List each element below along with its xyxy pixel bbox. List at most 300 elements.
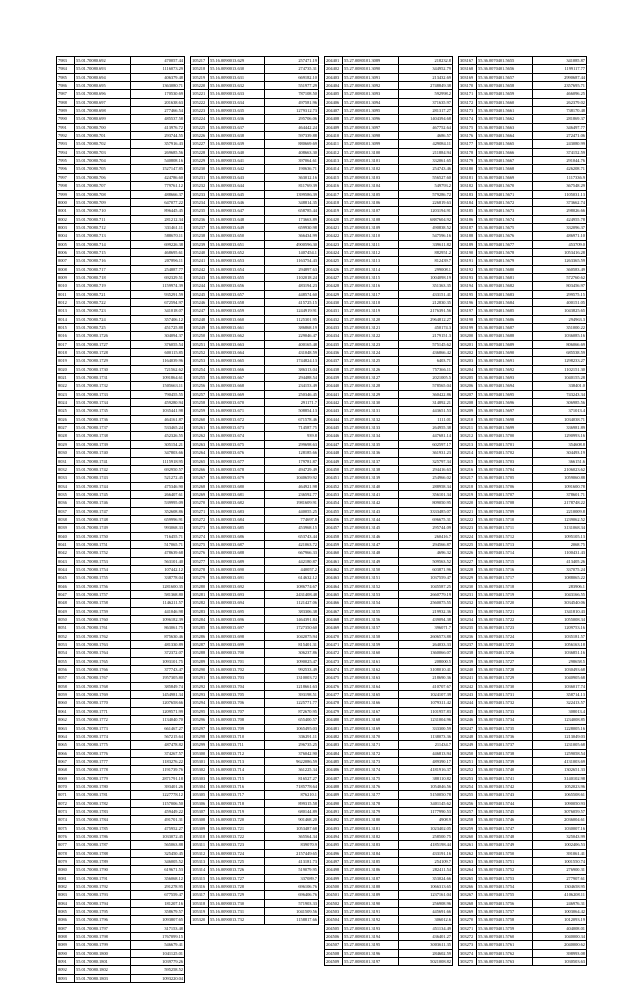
reference-cell: 55.36.0070401.5680: [477, 265, 533, 273]
reference-cell: 55.27.0080101.3118: [343, 298, 399, 306]
reference-cell: 55.36.0070401.5738: [477, 749, 533, 757]
row-number-cell: 8044: [57, 565, 75, 573]
reference-cell: 55.27.0080101.3171: [343, 741, 399, 749]
amount-cell: 519079.95: [265, 866, 319, 874]
reference-cell: 55.27.0080101.3148: [343, 549, 399, 557]
reference-cell: 55.36.0070401.5753: [477, 874, 533, 882]
amount-cell: 291171.7: [265, 399, 319, 407]
table-row: [459, 198, 587, 206]
table-row: [325, 482, 453, 490]
row-number-cell: 105298: [191, 732, 209, 740]
table-row: [459, 858, 587, 866]
amount-cell: 291278.95: [131, 883, 185, 891]
amount-cell: 346497.77: [533, 123, 587, 131]
row-number-cell: 303220: [459, 499, 477, 507]
amount-cell: 1102151.30: [533, 365, 587, 373]
row-number-cell: 8039: [57, 524, 75, 532]
table-row: [325, 415, 453, 423]
reference-cell: 55.16.0090013.641: [209, 157, 265, 165]
reference-cell: 55.36.0070401.5709: [477, 507, 533, 515]
amount-cell: 567215.64: [131, 732, 185, 740]
amount-cell: 367548.29: [533, 182, 587, 190]
table-row: [57, 632, 185, 640]
table-row: [325, 57, 453, 65]
reference-cell: 55.01.70080.1765: [75, 657, 131, 665]
reference-cell: 55.01.70080.699: [75, 115, 131, 123]
table-row: [57, 382, 185, 390]
reference-cell: 55.36.0070401.5703: [477, 457, 533, 465]
amount-cell: 443651.53: [399, 407, 453, 415]
row-number-cell: 204419: [325, 207, 343, 215]
row-number-cell: 105266: [191, 465, 209, 473]
row-number-cell: 303186: [459, 215, 477, 223]
reference-cell: 55.16.0090013.700: [209, 649, 265, 657]
row-number-cell: 105307: [191, 807, 209, 815]
table-row: [325, 190, 453, 198]
amount-cell: 448574.60: [265, 290, 319, 298]
table-row: [325, 90, 453, 98]
row-number-cell: 303227: [459, 557, 477, 565]
reference-cell: 55.01.70080.1796: [75, 916, 131, 924]
amount-cell: 714587.75: [265, 424, 319, 432]
row-number-cell: 105283: [191, 607, 209, 615]
row-number-cell: 8065: [57, 741, 75, 749]
amount-cell: 451134.49: [399, 924, 453, 932]
reference-cell: 55.01.70080.1783: [75, 807, 131, 815]
reference-cell: 55.16.0090013.638: [209, 132, 265, 140]
row-number-cell: 105319: [191, 908, 209, 916]
reference-cell: 55.16.0090013.671: [209, 407, 265, 415]
row-number-cell: 8069: [57, 774, 75, 782]
reference-cell: 55.27.0080101.3175: [343, 774, 399, 782]
amount-cell: 517065.71: [131, 540, 185, 548]
reference-cell: 55.27.0080101.3117: [343, 290, 399, 298]
row-number-cell: 8045: [57, 574, 75, 582]
table-row: [57, 223, 185, 231]
table-row: [57, 666, 185, 674]
amount-cell: 563101.40: [131, 557, 185, 565]
table-row: [325, 107, 453, 115]
amount-cell: 815401.31: [265, 641, 319, 649]
reference-cell: 55.27.0080101.3186: [343, 866, 399, 874]
row-number-cell: 303184: [459, 198, 477, 206]
amount-cell: 595258.52: [131, 966, 185, 974]
row-number-cell: 105270: [191, 499, 209, 507]
reference-cell: 55.36.0070401.5687: [477, 324, 533, 332]
table-row: [459, 883, 587, 891]
table-row: [57, 749, 185, 757]
table-row: [459, 791, 587, 799]
table-row: [459, 265, 587, 273]
table-row: [459, 107, 587, 115]
amount-cell: 672594.97: [131, 298, 185, 306]
amount-cell: 339611.82: [399, 240, 453, 248]
amount-cell: 272471.06: [533, 132, 587, 140]
table-row: [57, 591, 185, 599]
table-row: [459, 749, 587, 757]
row-number-cell: 8011: [57, 290, 75, 298]
table-row: [325, 265, 453, 273]
reference-cell: 55.01.70080.704: [75, 157, 131, 165]
reference-cell: 55.16.0090013.676: [209, 449, 265, 457]
amount-cell: 896445.45: [131, 207, 185, 215]
table-row: [57, 424, 185, 432]
amount-cell: 211434.7: [399, 741, 453, 749]
table-row: [57, 832, 185, 840]
row-number-cell: 8025: [57, 407, 75, 415]
amount-cell: 1043825.65: [533, 307, 587, 315]
reference-cell: 55.16.0090013.702: [209, 666, 265, 674]
table-row: [459, 415, 587, 423]
amount-cell: 304094.37: [131, 332, 185, 340]
amount-cell: 677559.47: [131, 891, 185, 899]
row-number-cell: 105275: [191, 540, 209, 548]
table-row: [191, 315, 319, 323]
amount-cell: 556527.60: [399, 173, 453, 181]
amount-cell: 1041125.01: [131, 949, 185, 957]
row-number-cell: 8070: [57, 782, 75, 790]
table-row: [191, 432, 319, 440]
reference-cell: 55.16.0090013.717: [209, 791, 265, 799]
table-row: [459, 666, 587, 674]
amount-cell: 337075.24: [533, 565, 587, 573]
table-row: [459, 874, 587, 882]
table-row: [459, 457, 587, 465]
table-row: [57, 198, 185, 206]
amount-cell: 3003611.35: [399, 941, 453, 949]
amount-cell: 863061.75: [131, 624, 185, 632]
amount-cell: 603871.96: [399, 565, 453, 573]
row-number-cell: 204437: [325, 357, 343, 365]
reference-cell: 55.01.70080.723: [75, 307, 131, 315]
row-number-cell: 303263: [459, 858, 477, 866]
row-number-cell: 105238: [191, 232, 209, 240]
row-number-cell: 8030: [57, 449, 75, 457]
reference-cell: 55.01.70080.1790: [75, 866, 131, 874]
table-row: [459, 307, 587, 315]
amount-cell: 1004098.19: [399, 273, 453, 281]
row-number-cell: 204453: [325, 490, 343, 498]
amount-cell: 490838.52: [399, 223, 453, 231]
table-row: [459, 515, 587, 523]
reference-cell: 55.27.0080101.3146: [343, 532, 399, 540]
row-number-cell: 204424: [325, 248, 343, 256]
amount-cell: 396071.7: [399, 624, 453, 632]
table-row: [191, 82, 319, 90]
table-row: [57, 716, 185, 724]
table-row: [459, 607, 587, 615]
row-number-cell: 303275: [459, 958, 477, 966]
row-number-cell: 204404: [325, 82, 343, 90]
row-number-cell: 303250: [459, 749, 477, 757]
reference-cell: 55.27.0080101.3097: [343, 123, 399, 131]
row-number-cell: 303209: [459, 407, 477, 415]
table-row: [325, 858, 453, 866]
amount-cell: 1146211.57: [131, 599, 185, 607]
row-number-cell: 105288: [191, 649, 209, 657]
table-row: [459, 524, 587, 532]
amount-cell: 299008.1: [399, 265, 453, 273]
reference-cell: 55.01.70080.1772: [75, 716, 131, 724]
reference-cell: 55.27.0080101.3169: [343, 724, 399, 732]
amount-cell: 360583.49: [533, 265, 587, 273]
amount-cell: 1056163.18: [533, 641, 587, 649]
table-row: [325, 807, 453, 815]
amount-cell: 246976.31: [533, 899, 587, 907]
amount-cell: 366434.99: [265, 232, 319, 240]
table-row: [191, 449, 319, 457]
table-row: [191, 399, 319, 407]
table-row: [325, 240, 453, 248]
table-row: [57, 449, 185, 457]
amount-cell: 341085.87: [533, 57, 587, 65]
reference-cell: 55.27.0080101.3163: [343, 674, 399, 682]
amount-cell: 1096182.39: [131, 616, 185, 624]
table-row: [191, 757, 319, 765]
amount-cell: 341018.07: [131, 307, 185, 315]
table-row: [191, 832, 319, 840]
reference-cell: 55.27.0080101.3184: [343, 849, 399, 857]
table-row: [57, 791, 185, 799]
table-row: [191, 332, 319, 340]
table-row: [325, 399, 453, 407]
amount-cell: 578565.04: [399, 382, 453, 390]
reference-cell: 55.36.0070401.5754: [477, 883, 533, 891]
amount-cell: 685538.59: [533, 349, 587, 357]
reference-cell: 55.01.70080.1799: [75, 941, 131, 949]
row-number-cell: 105315: [191, 874, 209, 882]
table-row: [459, 482, 587, 490]
table-row: [325, 841, 453, 849]
amount-cell: 433191.16: [399, 849, 453, 857]
amount-cell: 1116073.29: [131, 65, 185, 73]
amount-cell: 488666.37: [131, 190, 185, 198]
amount-cell: 1158817.66: [265, 916, 319, 924]
row-number-cell: 105304: [191, 782, 209, 790]
amount-cell: 377743.47: [131, 666, 185, 674]
reference-cell: 55.36.0070401.5749: [477, 841, 533, 849]
row-number-cell: 7988: [57, 98, 75, 106]
reference-cell: 55.01.70080.1791: [75, 874, 131, 882]
amount-cell: 738170.48: [533, 107, 587, 115]
amount-cell: 1036085.16: [533, 332, 587, 340]
row-number-cell: 105314: [191, 866, 209, 874]
row-number-cell: 303245: [459, 707, 477, 715]
reference-cell: 55.01.70080.1764: [75, 649, 131, 657]
reference-cell: 55.36.0070401.5674: [477, 215, 533, 223]
row-number-cell: 105291: [191, 674, 209, 682]
row-number-cell: 204467: [325, 607, 343, 615]
reference-cell: 55.01.70080.1726: [75, 332, 131, 340]
row-number-cell: 8077: [57, 841, 75, 849]
amount-cell: 1231005.68: [533, 741, 587, 749]
table-row: [57, 357, 185, 365]
table-row: [325, 866, 453, 874]
amount-cell: 397064.61: [265, 157, 319, 165]
reference-cell: 55.01.70080.724: [75, 315, 131, 323]
table-block-3: [324, 56, 452, 965]
row-number-cell: 105284: [191, 616, 209, 624]
row-number-cell: 8072: [57, 799, 75, 807]
amount-cell: 1341810.43: [533, 607, 587, 615]
amount-cell: 393198.51: [265, 691, 319, 699]
amount-cell: 429084.11: [399, 140, 453, 148]
amount-cell: 1234008.85: [533, 716, 587, 724]
amount-cell: 447681.14: [399, 432, 453, 440]
amount-cell: 459280.94: [131, 399, 185, 407]
amount-cell: 464161.87: [131, 415, 185, 423]
amount-cell: 373662.74: [533, 198, 587, 206]
table-row: [459, 924, 587, 932]
row-number-cell: 303258: [459, 816, 477, 824]
amount-cell: 218690.36: [399, 674, 453, 682]
reference-cell: 55.16.0090013.725: [209, 858, 265, 866]
amount-cell: 1033072.45: [131, 832, 185, 840]
reference-cell: 55.27.0080101.3164: [343, 682, 399, 690]
reference-cell: 55.01.70080.1771: [75, 707, 131, 715]
reference-cell: 55.27.0080101.3106: [343, 198, 399, 206]
table-row: [459, 215, 587, 223]
amount-cell: 2606573.88: [399, 632, 453, 640]
table-row: [325, 365, 453, 373]
amount-cell: 1199117.77: [533, 65, 587, 73]
reference-cell: 55.16.0090013.659: [209, 307, 265, 315]
amount-cell: 812439.7: [399, 257, 453, 265]
reference-cell: 55.27.0080101.3091: [343, 73, 399, 81]
table-row: [191, 340, 319, 348]
table-row: [459, 916, 587, 924]
row-number-cell: 204444: [325, 415, 343, 423]
reference-cell: 55.27.0080101.3137: [343, 457, 399, 465]
reference-cell: 55.01.70080.1729: [75, 357, 131, 365]
amount-cell: 431048.59: [265, 349, 319, 357]
reference-cell: 55.27.0080101.3189: [343, 891, 399, 899]
reference-cell: 55.16.0090013.696: [209, 616, 265, 624]
amount-cell: 413181.73: [265, 858, 319, 866]
table-row: [57, 407, 185, 415]
table-row: [57, 257, 185, 265]
amount-cell: 296735.25: [265, 741, 319, 749]
reference-cell: 55.16.0090013.710: [209, 732, 265, 740]
table-row: [57, 282, 185, 290]
amount-cell: 1024107.39: [399, 691, 453, 699]
reference-cell: 55.01.70080.708: [75, 190, 131, 198]
table-row: [191, 390, 319, 398]
amount-cell: 547596.16: [399, 232, 453, 240]
table-row: [191, 883, 319, 891]
reference-cell: 55.36.0070401.5696: [477, 399, 533, 407]
row-number-cell: 204423: [325, 240, 343, 248]
table-row: [57, 974, 185, 982]
amount-cell: 1203194.91: [399, 207, 453, 215]
reference-cell: 55.01.70080.1735: [75, 407, 131, 415]
amount-cell: 806066.69: [533, 340, 587, 348]
reference-cell: 55.01.70080.1758: [75, 599, 131, 607]
row-number-cell: 204488: [325, 782, 343, 790]
table-row: [459, 57, 587, 65]
row-number-cell: 8018: [57, 349, 75, 357]
amount-cell: 600115.85: [131, 349, 185, 357]
amount-cell: 2871791.18: [131, 774, 185, 782]
table-row: [57, 741, 185, 749]
reference-cell: 55.36.0070401.5728: [477, 666, 533, 674]
row-number-cell: 8023: [57, 390, 75, 398]
amount-cell: 1043166.55: [533, 591, 587, 599]
table-row: [57, 349, 185, 357]
reference-cell: 55.36.0070401.5719: [477, 591, 533, 599]
amount-cell: 274735.31: [265, 65, 319, 73]
amount-cell: 386868.19: [265, 324, 319, 332]
row-number-cell: 204503: [325, 908, 343, 916]
reference-cell: 55.27.0080101.3196: [343, 949, 399, 957]
table-row: [459, 599, 587, 607]
table-row: [191, 732, 319, 740]
table-row: [325, 766, 453, 774]
row-number-cell: 204427: [325, 273, 343, 281]
table-row: [191, 691, 319, 699]
row-number-cell: 8060: [57, 699, 75, 707]
row-number-cell: 8082: [57, 883, 75, 891]
table-row: [191, 140, 319, 148]
reference-cell: 55.36.0070401.5688: [477, 332, 533, 340]
table-row: [57, 324, 185, 332]
table-row: [459, 574, 587, 582]
row-number-cell: 204475: [325, 674, 343, 682]
row-number-cell: 8010: [57, 282, 75, 290]
amount-cell: 281317.27: [399, 107, 453, 115]
row-number-cell: 303235: [459, 624, 477, 632]
reference-cell: 55.36.0070401.5668: [477, 165, 533, 173]
amount-cell: 614632.12: [265, 574, 319, 582]
reference-cell: 55.36.0070401.5762: [477, 949, 533, 957]
row-number-cell: 105247: [191, 307, 209, 315]
amount-cell: 1360066.07: [399, 649, 453, 657]
reference-cell: 55.16.0090013.658: [209, 298, 265, 306]
amount-cell: 440057.2: [265, 565, 319, 573]
table-row: [325, 298, 453, 306]
table-row: [325, 332, 453, 340]
reference-cell: 55.27.0080101.3187: [343, 874, 399, 882]
table-row: [459, 248, 587, 256]
amount-cell: 446813.94: [399, 749, 453, 757]
reference-cell: 55.27.0080101.3172: [343, 749, 399, 757]
table-row: [191, 632, 319, 640]
row-number-cell: 303226: [459, 549, 477, 557]
row-number-cell: 303211: [459, 424, 477, 432]
row-number-cell: 204439: [325, 374, 343, 382]
amount-cell: 1125301.95: [265, 315, 319, 323]
amount-cell: 1093101.75: [131, 657, 185, 665]
reference-cell: 55.16.0090013.711: [209, 741, 265, 749]
row-number-cell: 8075: [57, 824, 75, 832]
table-row: [459, 190, 587, 198]
amount-cell: 353024.66: [399, 874, 453, 882]
row-number-cell: 105261: [191, 424, 209, 432]
table-row: [459, 816, 587, 824]
amount-cell: 170530.69: [131, 90, 185, 98]
amount-cell: 351000.22: [533, 324, 587, 332]
reference-cell: 55.36.0070401.5685: [477, 307, 533, 315]
amount-cell: 592998.2: [399, 90, 453, 98]
table-row: [57, 524, 185, 532]
reference-cell: 55.36.0070401.5718: [477, 582, 533, 590]
reference-cell: 55.36.0070401.5727: [477, 657, 533, 665]
table-row: [459, 716, 587, 724]
table-row: [57, 883, 185, 891]
reference-cell: 55.01.70080.693: [75, 65, 131, 73]
amount-cell: 404008.01: [533, 924, 587, 932]
reference-cell: 55.01.70080.1727: [75, 340, 131, 348]
